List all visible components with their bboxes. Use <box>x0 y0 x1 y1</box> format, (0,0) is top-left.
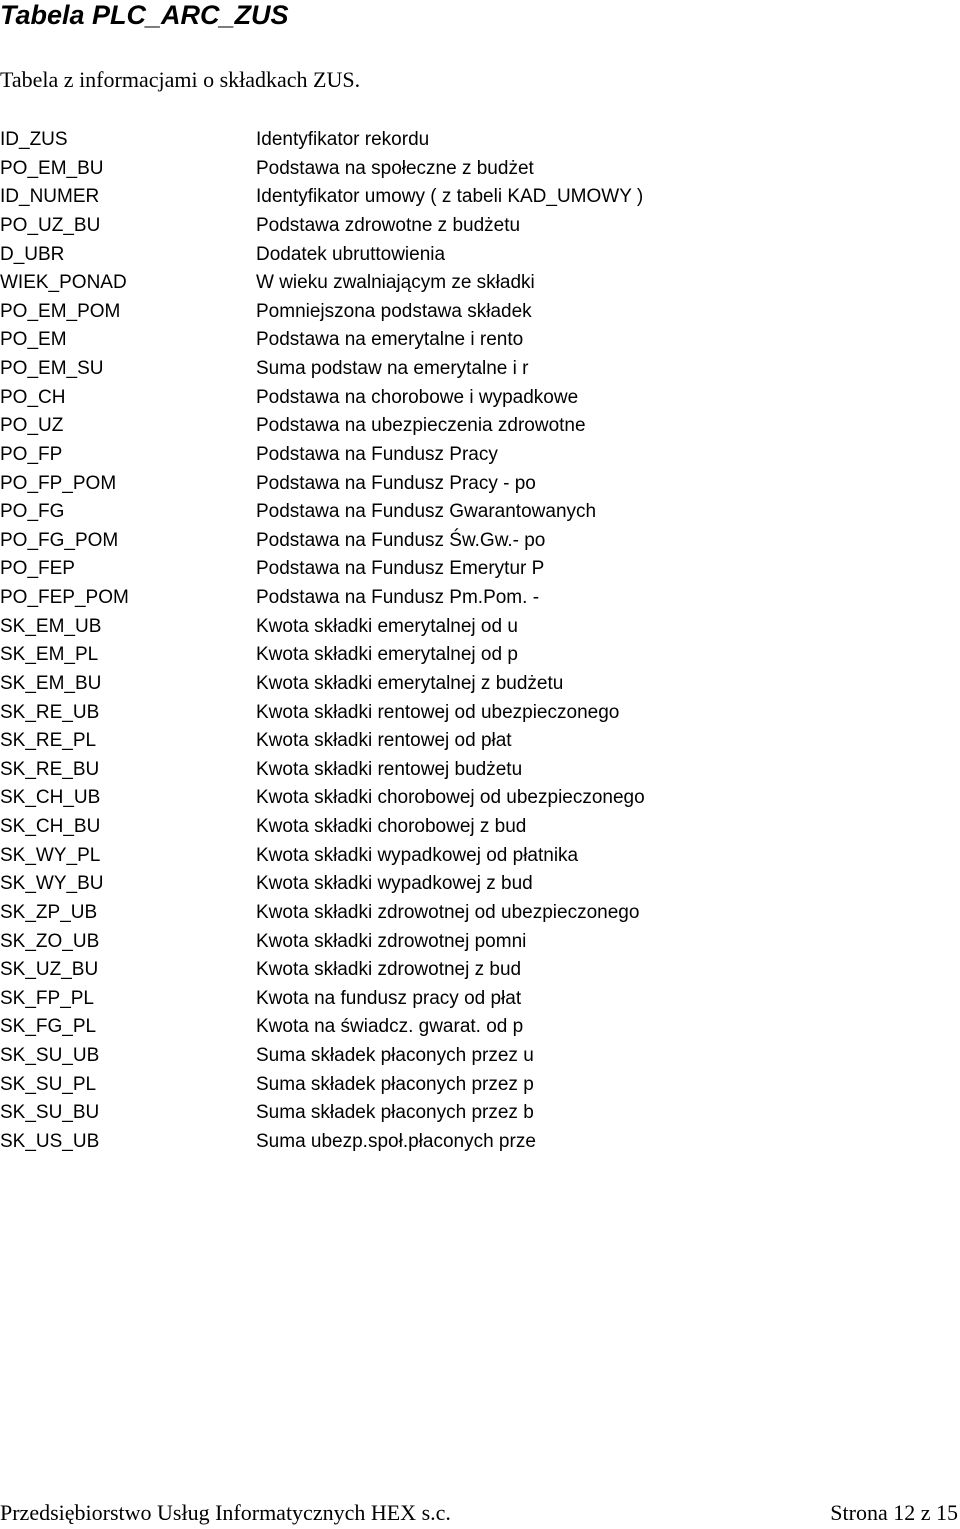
field-code: PO_FP <box>0 443 63 465</box>
field-code: PO_FEP_POM <box>0 587 129 608</box>
field-code: SK_US_UB <box>0 1130 100 1152</box>
field-code: PO_FP_POM <box>0 472 117 494</box>
field-code: PO_FEP <box>0 558 75 580</box>
field-description: Podstawa na Fundusz Gwarantowanych <box>256 501 597 523</box>
table-row <box>0 298 960 327</box>
table-row <box>0 212 960 241</box>
field-description: Kwota składki chorobowej z bud <box>256 816 527 837</box>
field-description: Kwota składki rentowej od ubezpieczonego <box>256 701 620 723</box>
table-row <box>0 527 960 556</box>
field-description: W wieku zwalniającym ze składki <box>256 272 535 294</box>
table-row <box>0 870 960 899</box>
table-row <box>0 384 960 413</box>
field-description: Podstawa na chorobowe i wypadkowe <box>256 386 579 408</box>
table-row <box>0 813 960 842</box>
table-row <box>0 126 960 155</box>
field-description: Kwota na fundusz pracy od płat <box>256 987 522 1009</box>
field-description: Podstawa na Fundusz Pracy <box>256 443 498 465</box>
field-code: SK_EM_PL <box>0 644 99 666</box>
field-description: Podstawa na społeczne z budżet <box>256 157 534 179</box>
field-code: PO_FG_POM <box>0 529 119 551</box>
table-row <box>0 1128 960 1157</box>
field-code: SK_FG_PL <box>0 1016 97 1038</box>
field-code: PO_EM_SU <box>0 358 104 379</box>
field-description: Kwota na świadcz. gwarat. od p <box>256 1016 524 1038</box>
document-subtitle: Tabela z informacjami o składkach ZUS. <box>0 67 361 92</box>
field-description: Kwota składki zdrowotnej z bud <box>256 959 522 981</box>
field-code: SK_ZO_UB <box>0 930 100 952</box>
field-description: Kwota składki wypadkowej od płatnika <box>256 844 579 866</box>
field-code: SK_WY_PL <box>0 844 101 866</box>
table-row <box>0 784 960 813</box>
field-description: Podstawa na Fundusz Św.Gw.- po <box>256 529 546 551</box>
field-description: Kwota składki emerytalnej z budżetu <box>256 672 564 694</box>
table-row <box>0 269 960 298</box>
fields-table <box>0 126 960 1157</box>
field-code: PO_UZ <box>0 415 64 437</box>
field-code: D_UBR <box>0 243 65 265</box>
field-code: SK_RE_UB <box>0 701 100 723</box>
field-description: Kwota składki zdrowotnej pomni <box>256 930 527 952</box>
table-row <box>0 956 960 985</box>
field-description: Kwota składki emerytalnej od u <box>256 615 518 637</box>
field-code: SK_SU_PL <box>0 1073 97 1095</box>
table-row <box>0 498 960 527</box>
table-row <box>0 928 960 957</box>
table-row <box>0 412 960 441</box>
table-row <box>0 326 960 355</box>
table-row <box>0 1042 960 1071</box>
field-description: Podstawa na Fundusz Pracy - po <box>256 472 536 494</box>
field-code: SK_SU_UB <box>0 1045 100 1066</box>
table-row <box>0 699 960 728</box>
field-description: Suma podstaw na emerytalne i r <box>256 358 529 379</box>
field-description: Kwota składki emerytalnej od p <box>256 644 518 666</box>
field-code: PO_FG <box>0 501 65 523</box>
field-description: Suma składek płaconych przez p <box>256 1073 534 1095</box>
footer-company: Przedsiębiorstwo Usług Informatycznych HEX s.c. <box>0 1500 451 1525</box>
field-description: Kwota składki rentowej od płat <box>256 730 512 752</box>
field-code: SK_EM_BU <box>0 672 102 694</box>
field-code: PO_UZ_BU <box>0 214 101 236</box>
table-row <box>0 899 960 928</box>
field-code: SK_EM_UB <box>0 615 102 637</box>
table-row <box>0 756 960 785</box>
field-description: Suma składek płaconych przez b <box>256 1102 534 1124</box>
field-description: Suma ubezp.społ.płaconych prze <box>256 1130 536 1152</box>
field-code: WIEK_PONAD <box>0 272 127 294</box>
fields-table-body <box>0 126 960 1157</box>
table-row <box>0 641 960 670</box>
field-code: SK_RE_BU <box>0 758 100 780</box>
table-row <box>0 670 960 699</box>
table-row <box>0 727 960 756</box>
field-description: Kwota składki wypadkowej z bud <box>256 873 533 895</box>
field-code: PO_EM <box>0 329 67 351</box>
field-description: Podstawa na Fundusz Emerytur P <box>256 558 545 580</box>
table-row <box>0 355 960 384</box>
field-description: Identyfikator rekordu <box>256 129 430 150</box>
table-row <box>0 1013 960 1042</box>
table-row <box>0 613 960 642</box>
table-row <box>0 842 960 871</box>
field-code: PO_CH <box>0 386 66 408</box>
field-description: Podstawa na Fundusz Pm.Pom. - <box>256 587 540 608</box>
table-row <box>0 183 960 212</box>
table-row <box>0 555 960 584</box>
field-code: SK_WY_BU <box>0 873 104 895</box>
table-row <box>0 470 960 499</box>
field-code: SK_FP_PL <box>0 987 94 1009</box>
field-code: SK_RE_PL <box>0 730 97 752</box>
table-row <box>0 985 960 1014</box>
field-code: SK_ZP_UB <box>0 901 98 923</box>
field-code: SK_SU_BU <box>0 1102 100 1124</box>
field-code: SK_UZ_BU <box>0 959 99 981</box>
table-row <box>0 584 960 613</box>
field-description: Podstawa na ubezpieczenia zdrowotne <box>256 415 586 437</box>
field-code: SK_CH_BU <box>0 816 101 837</box>
footer-page-number: Strona 12 z 15 <box>830 1500 958 1525</box>
field-description: Kwota składki rentowej budżetu <box>256 758 523 780</box>
field-code: PO_EM_POM <box>0 300 121 322</box>
field-code: PO_EM_BU <box>0 157 104 179</box>
field-code: ID_NUMER <box>0 186 100 208</box>
field-description: Suma składek płaconych przez u <box>256 1045 534 1066</box>
field-code: SK_CH_UB <box>0 787 101 809</box>
field-description: Podstawa na emerytalne i rento <box>256 329 524 351</box>
table-row <box>0 1099 960 1128</box>
table-row <box>0 155 960 184</box>
table-row <box>0 1071 960 1100</box>
field-description: Dodatek ubruttowienia <box>256 243 446 265</box>
document-title: Tabela PLC_ARC_ZUS <box>0 0 289 30</box>
field-description: Pomniejszona podstawa składek <box>256 300 532 322</box>
field-code: ID_ZUS <box>0 129 68 150</box>
field-description: Podstawa zdrowotne z budżetu <box>256 214 521 236</box>
field-description: Identyfikator umowy ( z tabeli KAD_UMOWY ) <box>256 186 644 208</box>
field-description: Kwota składki chorobowej od ubezpieczonego <box>256 787 645 809</box>
table-row <box>0 241 960 270</box>
field-description: Kwota składki zdrowotnej od ubezpieczonego <box>256 901 640 923</box>
table-row <box>0 441 960 470</box>
